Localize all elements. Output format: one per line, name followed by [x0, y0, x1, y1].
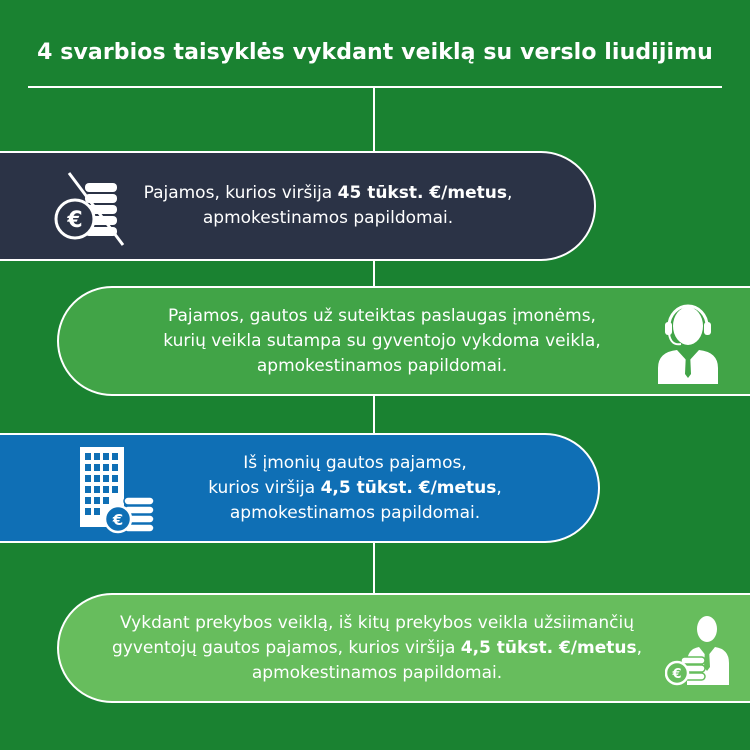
rule-card-trade-income	[57, 593, 750, 703]
page-title: 4 svarbios taisyklės vykdant veiklą su verslo liudijimu	[37, 40, 713, 65]
highlighted-amount: 45 tūkst. €/metus	[337, 183, 507, 203]
rule-text	[79, 288, 685, 394]
text-segment: ,	[496, 477, 502, 498]
businessman-with-euro-coins-icon	[665, 613, 741, 691]
rule-text-line: Iš įmonių gautos pajamos,	[243, 452, 467, 473]
rule-text-line	[112, 636, 642, 661]
rule-text-line: apmokestinamos papildomai.	[229, 502, 481, 523]
rule-text-line	[144, 181, 513, 206]
text-segment: Pajamos, kurios viršija	[143, 183, 338, 203]
rule-card-income-limit	[0, 151, 596, 261]
text-segment: gyventojų gautos pajamos, kurios viršija	[112, 637, 461, 658]
svg-text:€: €	[112, 511, 124, 529]
rule-text-line: apmokestinamos papildomai.	[202, 208, 454, 228]
connector-line	[373, 542, 375, 594]
rule-text-line: apmokestinamos papildomai.	[251, 662, 503, 683]
connector-line	[373, 88, 375, 152]
connector-line	[373, 395, 375, 434]
rule-text	[102, 153, 554, 259]
highlighted-amount: 4,5 tūkst. €/metus	[320, 477, 497, 498]
text-segment: ,	[507, 183, 513, 203]
highlighted-amount: 4,5 tūkst. €/metus	[460, 637, 637, 658]
rule-text-line: Pajamos, gautos už suteiktas paslaugas įmonėms,	[168, 305, 596, 326]
rule-text	[69, 595, 685, 701]
rule-text-line: Vykdant prekybos veiklą, iš kitų prekybos veikla užsiimančių	[119, 612, 635, 633]
person-with-headset-icon	[653, 300, 723, 390]
rule-card-company-income	[0, 433, 600, 543]
rule-text-line: apmokestinamos papildomai.	[256, 355, 508, 376]
rule-text-line	[208, 476, 502, 501]
rule-card-services-to-companies	[57, 286, 750, 396]
svg-text:€: €	[672, 667, 682, 682]
title-divider	[28, 86, 722, 88]
svg-text:€: €	[67, 208, 83, 233]
office-building-with-euro-coins-icon	[74, 443, 164, 539]
rule-text	[172, 435, 538, 541]
text-segment: kurios viršija	[208, 477, 321, 498]
rule-text-line: kurių veikla sutampa su gyventojo vykdoma veikla,	[163, 330, 601, 351]
connector-line	[373, 260, 375, 287]
text-segment: ,	[636, 637, 642, 658]
